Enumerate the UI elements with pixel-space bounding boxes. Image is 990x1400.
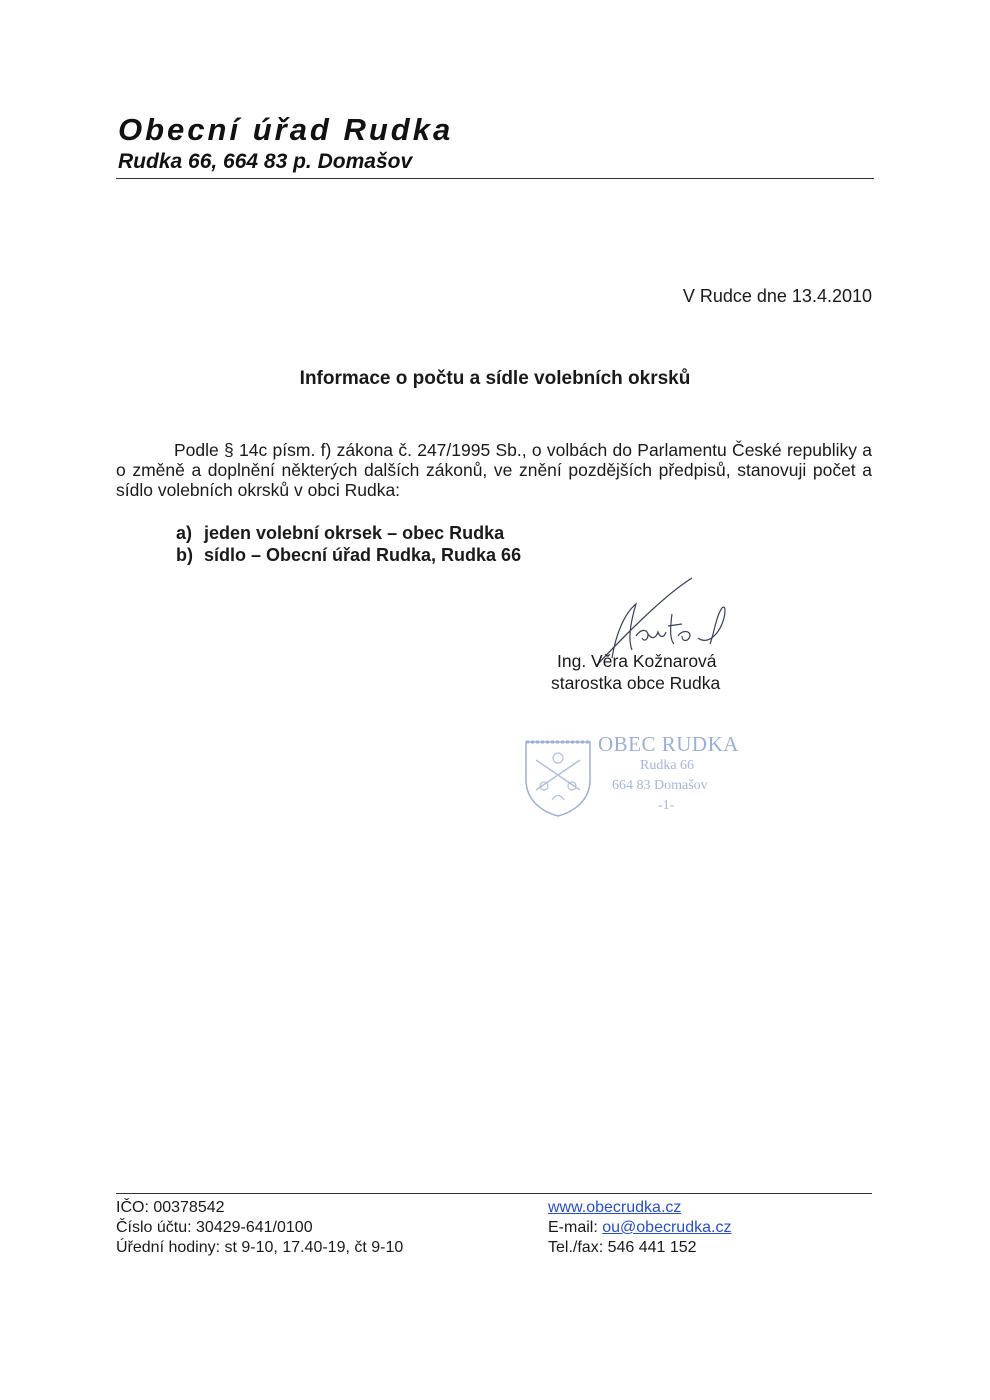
- footer-phone: Tel./fax: 546 441 152: [548, 1239, 697, 1256]
- signer-role: starostka obce Rudka: [551, 673, 721, 693]
- list-item: [176, 522, 521, 544]
- email-label: E-mail:: [548, 1219, 598, 1236]
- footer-left: [116, 1198, 403, 1258]
- footer-account: Číslo účtu: 30429-641/0100: [116, 1219, 313, 1236]
- municipal-crest-icon: [522, 734, 594, 818]
- list-item: [176, 544, 521, 566]
- stamp-number: -1-: [658, 798, 675, 813]
- document-heading: Informace o počtu a sídle volebních okrsků: [299, 368, 691, 389]
- official-stamp: [520, 728, 750, 824]
- stamp-address: Rudka 66: [640, 758, 695, 773]
- body-paragraph-text: Podle § 14c písm. f) zákona č. 247/1995 Sb., o volbách do Parlamentu České republiky a o změně a doplnění některých dalších zákonů, ve znění pozdějších předpisů, stanovuji počet a sídlo volebních okrsků v obci Rudka:: [116, 440, 872, 500]
- footer-divider: [116, 1193, 872, 1194]
- list-item-text: sídlo – Obecní úřad Rudka, Rudka 66: [204, 545, 522, 565]
- stamp-title: OBEC RUDKA: [598, 732, 739, 756]
- stamp-postal: 664 83 Domašov: [612, 778, 708, 793]
- email-link[interactable]: ou@obecrudka.cz: [602, 1219, 732, 1236]
- office-address: Rudka 66, 664 83 p. Domašov: [118, 150, 413, 173]
- footer-hours: Úřední hodiny: st 9-10, 17.40-19, čt 9-10: [116, 1239, 404, 1256]
- list-marker: b): [176, 545, 193, 565]
- footer-ico: IČO: 00378542: [116, 1199, 225, 1216]
- signer-name: Ing. Věra Kožnarová: [557, 651, 717, 671]
- list-item-text: jeden volební okrsek – obec Rudka: [204, 523, 505, 543]
- header-divider: [116, 178, 874, 179]
- body-paragraph: [116, 440, 872, 500]
- website-link[interactable]: www.obecrudka.cz: [548, 1199, 682, 1216]
- footer-right: [548, 1198, 731, 1258]
- office-title: Obecní úřad Rudka: [118, 112, 454, 147]
- date-line: V Rudce dne 13.4.2010: [682, 286, 872, 306]
- list-marker: a): [176, 523, 193, 543]
- okrsek-list: [176, 522, 521, 566]
- signer-block: [551, 650, 720, 694]
